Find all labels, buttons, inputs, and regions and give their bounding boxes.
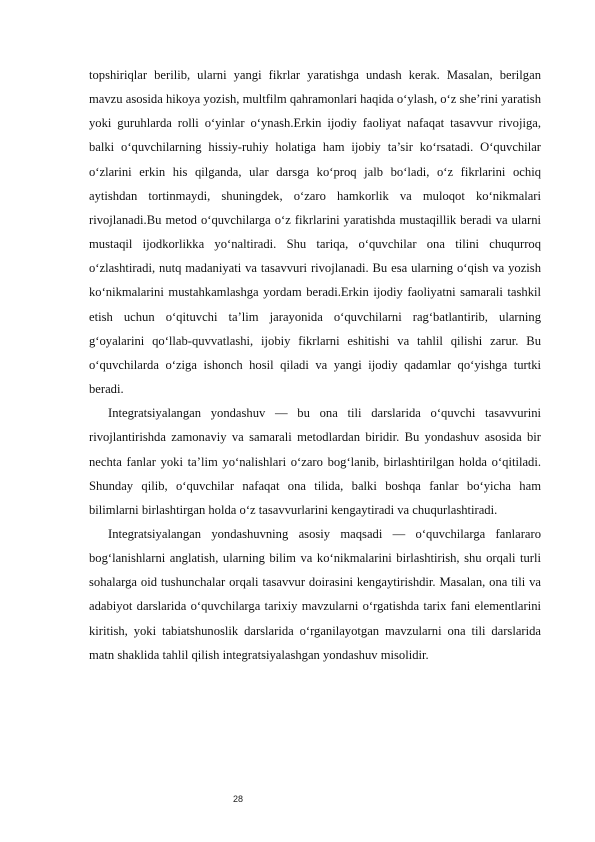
body-text [89, 63, 541, 667]
paragraph-integrated-approach: Integratsiyalangan yondashuv — bu ona tili darslarida o‘quvchi tasavvurini rivojlantirishda zamonaviy va samarali metodlardan biridir. Bu yondashuv asosida bir nechta fanlar yoki ta’lim yo‘nalishlari o‘zaro bog‘lanib, birlashtirilgan holda o‘qitiladi. Shunday qilib, o‘quvchilar nafaqat ona tilida, balki boshqa fanlar bo‘yicha ham bilimlarni birlashtirgan holda o‘z tasavvurlarini kengaytiradi va chuqurlashtiradi. [89, 406, 541, 517]
page-number: 28 [233, 794, 244, 804]
paragraph-continuation: topshiriqlar berilib, ularni yangi fikrlar yaratishga undash kerak. Masalan, berilgan mavzu asosida hikoya yozish, multfilm qahramonlari haqida o‘ylash, o‘z she’rini yaratish yoki guruhlarda rolli o‘yinlar o‘ynash.Erkin ijodiy faoliyat nafaqat tasavvur rivojiga, balki o‘quvchilarning hissiy-ruhiy holatiga ham ijobiy ta’sir ko‘rsatadi. O‘quvchilar o‘zlarini erkin his qilganda, ular darsga ko‘proq jalb bo‘ladi, o‘z fikrlarini ochiq aytishdan tortinmaydi, shuningdek, o‘zaro hamkorlik va muloqot ko‘nikmalari rivojlanadi.Bu metod o‘quvchilarga o‘z fikrlarini yaratishda mustaqillik beradi va ularni mustaqil ijodkorlikka yo‘naltiradi. Shu tariqa, o‘quvchilar ona tilini chuqurroq o‘zlashtiradi, nutq madaniyati va tasavvuri rivojlanadi. Bu esa ularning o‘qish va yozish ko‘nikmalarini mustahkamlashga yordam beradi.Erkin ijodiy faoliyatni samarali tashkil etish uchun o‘qituvchi ta’lim jarayonida o‘quvchilarni rag‘batlantirib, ularning g‘oyalarini qo‘llab-quvvatlashi, ijobiy fikrlarni eshitishi va tahlil qilishi zarur. Bu o‘quvchilarda o‘ziga ishonch hosil qiladi va yangi ijodiy qadamlar qo‘yishga turtki beradi. [89, 68, 541, 397]
paragraph-integrated-approach-goal: Integratsiyalangan yondashuvning asosiy maqsadi — o‘quvchilarga fanlararo bog‘lanishlarni anglatish, ularning bilim va ko‘nikmalarini birlashtirish, shu orqali turli sohalarga oid tushunchalar orqali tasavvur doirasini kengaytirishdir. Masalan, ona tili va adabiyot darslarida o‘quvchilarga tarixiy mavzularni o‘rgatishda tarix fani elementlarini kiritish, yoki tabiatshunoslik darslarida o‘rganilayotgan mavzularni ona tili darslarida matn shaklida tahlil qilish integratsiyalashgan yondashuv misolidir. [89, 526, 541, 662]
